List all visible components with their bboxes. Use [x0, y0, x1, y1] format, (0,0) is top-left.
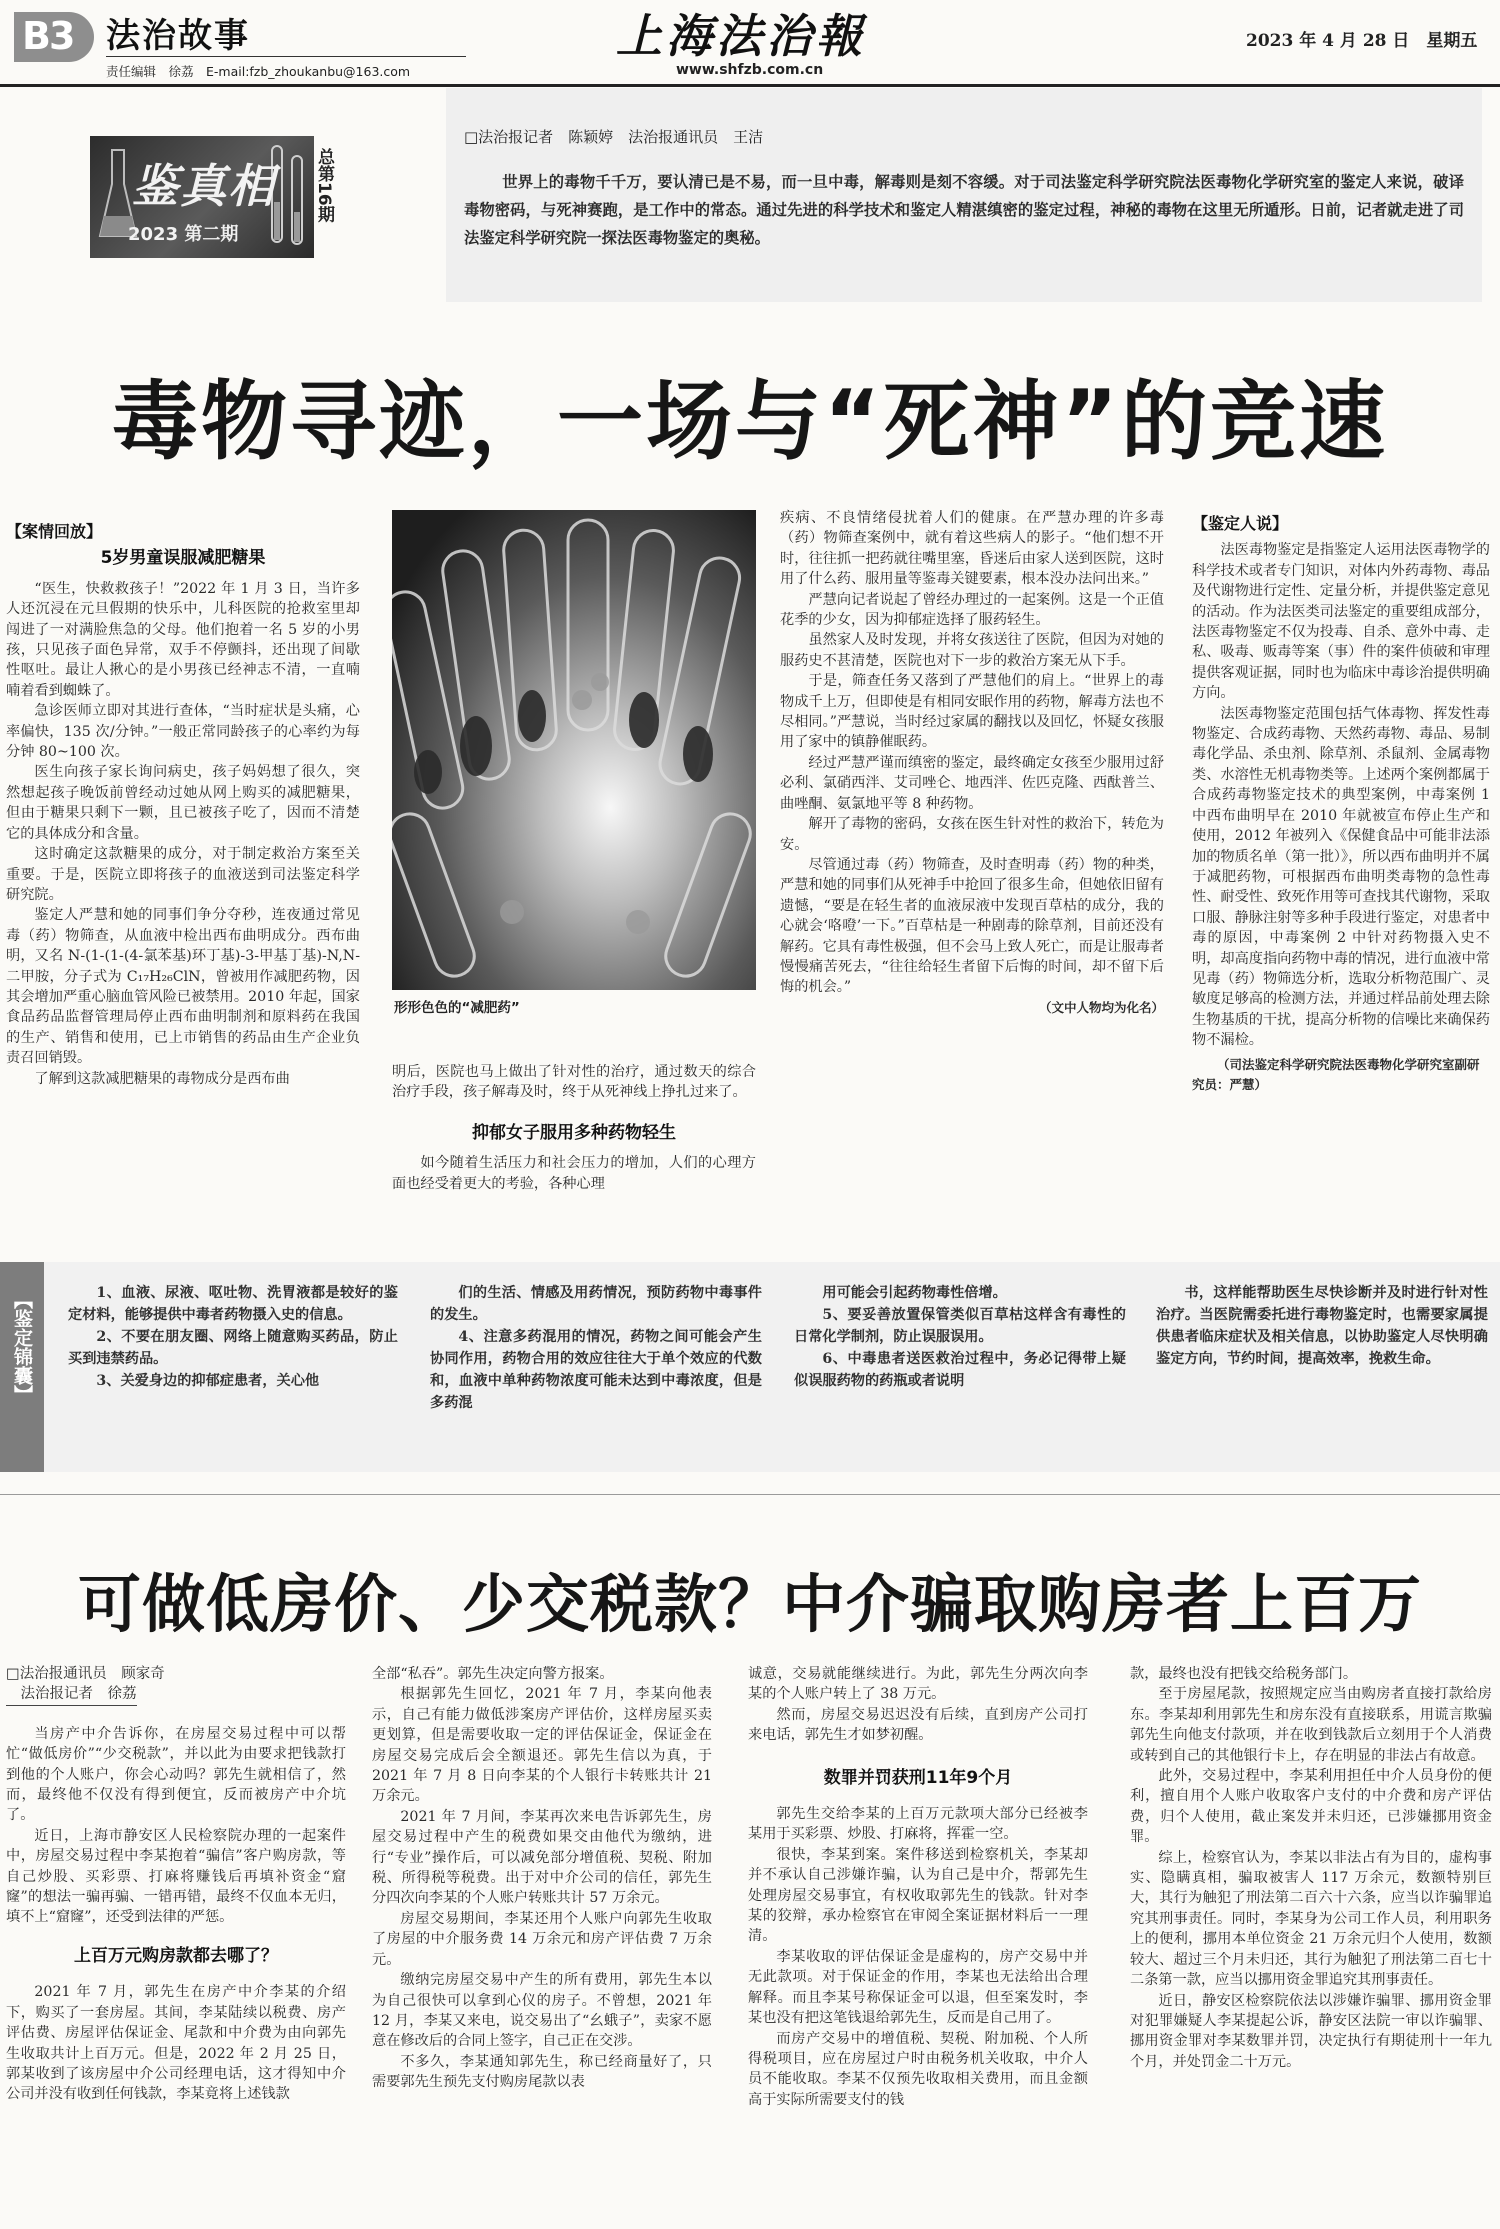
- paragraph: 鉴定人严慧和她的同事们争分夺秒，连夜通过常见毒（药）物筛查，从血液中检出西布曲明成分。西布曲明，又名 N-(1-(1-(4-氯苯基)环丁基)-3-甲基丁基)-N,N-二甲胺，分子式为 C₁₇H₂₆ClN，曾被用作减肥药物，因其会增加严重心脑血管风险已被禁用。2010 年起，国家食品药品监督管理局停止西布曲明制剂和原料药在我国的生产、销售和使用，已上市销售的药品由生产企业负责召回销毁。: [6, 907, 360, 1067]
- column-title: 鉴真相: [132, 159, 276, 213]
- paragraph: 郭先生交给李某的上百万元款项大部分已经被李某用于买彩票、炒股、打麻将，挥霍一空。: [748, 1806, 1088, 1843]
- tip-item: 2、不要在朋友圈、网络上随意购买药品，防止买到违禁药品。: [68, 1329, 398, 1367]
- tips-col1: [68, 1282, 398, 1462]
- tip-item: 1、血液、尿液、呕吐物、洗胃液都是较好的鉴定材料，能够提供中毒者药物摄入史的信息。: [68, 1285, 398, 1323]
- paragraph: 根据郭先生回忆，2021 年 7 月，李某向他表示，自己有能力做低涉案房产评估价，这样房屋买卖更划算，但是需要收取一定的评估保证金，保证金在房屋交易完成后会全额退还。郭先生信以为真，于 2021 年 7 月 8 日向李某的个人银行卡转账共计 21 万余元。: [372, 1686, 712, 1805]
- photo-caption: 形形色色的“减肥药”: [394, 1000, 520, 1016]
- tip-item: 用可能会引起药物毒性倍增。: [822, 1285, 1007, 1301]
- diet-pills-photo: [392, 510, 756, 990]
- story1-col4: [1192, 512, 1490, 1252]
- paragraph: 房屋交易期间，李某还用个人账户向郭先生收取了房屋的中介服务费 14 万余元和房产评估费 7 万余元。: [372, 1910, 712, 1968]
- tips-box: [0, 1262, 1500, 1472]
- tips-col3: [794, 1282, 1126, 1462]
- paragraph: 近日，上海市静安区人民检察院办理的一起案件中，房屋交易过程中李某抱着“骗信”客户购房款，等自己炒股、买彩票、打麻将赚钱后再填补资金“窟窿”的想法一骗再骗、一错再错，最终不仅血本无归，填不上“窟窿”，还受到法律的严惩。: [6, 1827, 346, 1926]
- paragraph: 至于房屋尾款，按照规定应当由购房者直接打款给房东。李某却利用郭先生和房东没有直接联系，用谎言欺骗郭先生向他支付款项，并在收到钱款后立刻用于个人消费或转到自己的其他银行卡上，存在明显的非法占有故意。: [1130, 1686, 1492, 1764]
- paragraph: 严慧向记者说起了曾经办理过的一起案例。这是一个正值花季的少女，因为抑郁症选择了服药轻生。: [780, 591, 1164, 629]
- paragraph: 法医毒物鉴定范围包括气体毒物、挥发性毒物鉴定、合成药毒物、天然药毒物、毒品、易制毒化学品、杀虫剂、除草剂、杀鼠剂、金属毒物类、水溶性无机毒物类等。上述两个案例都属于合成药毒物鉴定技术的典型案例，中毒案例 1 中西布曲明早在 2010 年就被宣布停止生产和使用，2012 年被列入《保健食品中可能非法添加的物质名单（第一批）》，所以西布曲明并不属于减肥药物，可根据西布曲明类毒物的急性毒性、耐受性、致死作用等可查找其代谢物，采取口服、静脉注射等多种手段进行鉴定，对患者中毒的原因，中毒案例 2 中针对药物摄入史不明，却高度指向药物中毒的情况，进行血液中常见毒（药）物筛选分析，选取分析物范围广、灵敏度足够高的检测方法，并通过样品前处理去除生物基质的干扰，提高分析物的信噪比来确保药物不漏检。: [1192, 705, 1490, 1049]
- case1-title: 5岁男童误服减肥糖果: [100, 548, 266, 569]
- paragraph: 诚意，交易就能继续进行。为此，郭先生分两次向李某的个人账户转上了 38 万元。: [748, 1666, 1088, 1703]
- paragraph: 缴纳完房屋交易中产生的所有费用，郭先生本以为自己很快可以拿到心仪的房子。不曾想，2021 年 12 月，李某又来电，说交易出了“幺蛾子”，卖家不愿意在修改后的合同上签字，自己正在交涉。: [372, 1972, 712, 2050]
- paragraph: 综上，检察官认为，李某以非法占有为目的，虚构事实、隐瞒真相，骗取被害人 117 万余元，数额特别巨大，其行为触犯了刑法第二百六十六条，应当以诈骗罪追究其刑事责任。同时，李某身为公司工作人员，利用职务上的便利，挪用本单位资金 21 万余元归个人使用，数额较大、超过三个月未归还，其行为触犯了刑法第二百七十二条第一款，应当以挪用资金罪追究其刑事责任。: [1130, 1849, 1492, 1989]
- paragraph: 很快，李某到案。案件移送到检察机关，李某却并不承认自己涉嫌诈骗，认为自己是中介，帮郭先生处理房屋交易事宜，有权收取郭先生的钱款。针对李某的狡辩，承办检察官在审阅全案证据材料后一一理清。: [748, 1846, 1088, 1945]
- paragraph: 虽然家人及时发现，并将女孩送往了医院，但因为对她的服药史不甚清楚，医院也对下一步的救治方案无从下手。: [780, 632, 1164, 669]
- masthead-rule: [0, 84, 1500, 87]
- paragraph: 法医毒物鉴定是指鉴定人运用法医毒物学的科学技术或者专门知识，对体内外药毒物、毒品及代谢物进行定性、定量分析，并提供鉴定意见的活动。作为法医类司法鉴定的重要组成部分，法医毒物鉴定不仅为投毒、自杀、意外中毒、走私、吸毒、贩毒等案（事）件的案件侦破和审理提供客观证据，同时也为临床中毒诊治提供明确方向。: [1192, 542, 1490, 702]
- tip-item: 6、中毒患者送医救治过程中，务必记得带上疑似误服药物的药瓶或者说明: [794, 1351, 1126, 1389]
- tip-item: 5、要妥善放置保管类似百草枯这样含有毒性的日常化学制剂，防止误服误用。: [794, 1307, 1126, 1345]
- paragraph: 款，最终也没有把钱交给税务部门。: [1130, 1666, 1358, 1682]
- story-divider: [0, 1494, 1500, 1495]
- intro-box: [446, 88, 1482, 302]
- tips-label: 【鉴定锦囊】: [11, 1290, 33, 1404]
- editor-line: [106, 56, 466, 57]
- story2-col4: [1130, 1664, 1492, 2226]
- paragraph: 李某收取的评估保证金是虚构的，房产交易中并无此款项。对于保证金的作用，李某也无法给出合理解释。而且李某号称保证金可以退，但至案发时，李某也没有把这笔钱退给郭先生，反而是自己用了。: [748, 1948, 1088, 2027]
- story1-col1: [6, 520, 360, 1244]
- case-review-label: 【案情回放】: [6, 522, 103, 541]
- expert-label: 【鉴定人说】: [1192, 514, 1289, 533]
- page-number: B3: [22, 14, 74, 58]
- name-note: （文中人物均为化名）: [1038, 999, 1164, 1015]
- paragraph: 这时确定这款糖果的成分，对于制定救治方案至关重要。于是，医院立即将孩子的血液送到司法鉴定科学研究院。: [6, 846, 360, 903]
- story1-col3: [780, 508, 1164, 1250]
- case1-body: [6, 579, 360, 1089]
- paragraph: 解开了毒物的密码，女孩在医生针对性的救治下，转危为安。: [780, 816, 1164, 853]
- column-issue-number: 总第16期: [314, 148, 334, 223]
- story2-col1: [6, 1664, 346, 2226]
- tips-col2: [430, 1282, 762, 1462]
- intro-text: 世界上的毒物千千万，要认清已是不易，而一旦中毒，解毒则是刻不容缓。对于司法鉴定科学研究院法医毒物化学研究室的鉴定人来说，破译毒物密码，与死神赛跑，是工作中的常态。通过先进的科学技术和鉴定人精湛缜密的鉴定过程，神秘的毒物在这里无所遁形。日前，记者就走进了司法鉴定科学研究院一探法医毒物鉴定的奥秘。: [464, 173, 1464, 247]
- tip-item: 4、注意多药混用的情况，药物之间可能会产生协同作用，药物合用的效应往往大于单个效应的代数和，血液中单种药物浓度可能未达到中毒浓度，但是多药混: [430, 1329, 762, 1411]
- story2-byline: □法治报通讯员 顾家奇: [6, 1666, 165, 1682]
- story1-headline: 毒物寻迹，一场与“死神”的竞速: [111, 372, 1389, 472]
- tips-col4: [1156, 1282, 1488, 1462]
- column-badge: [90, 136, 314, 258]
- masthead: [0, 0, 1500, 84]
- story2-col3: [748, 1664, 1088, 2226]
- paragraph: “医生，快救救孩子！”2022 年 1 月 3 日，当许多人还沉浸在元旦假期的快乐中，儿科医院的抢救室里却闯进了一对满脸焦急的父母。他们抱着一名 5 岁的小男孩，只见孩子面色异常，双手不停颤抖，还出现了间歇性呕吐。最让人揪心的是小男孩已经神志不清，一直喃喃着看到蜘蛛了。: [6, 580, 360, 699]
- paragraph: 尽管通过毒（药）物筛查，及时查明毒（药）物的种类，严慧和她的同事们从死神手中抢回了很多生命，但她依旧留有遗憾，“要是在轻生者的血液尿液中发现百草枯的成分，我的心就会‘咯噔’一下。”百草枯是一种剧毒的除草剂，目前还没有解药。它具有毒性极强，但不会马上致人死亡，而是让服毒者慢慢痛苦死去，“往往给轻生者留下后悔的时间，却不留下后悔的机会。”: [780, 856, 1164, 996]
- tip-item: 3、关爱身边的抑郁症患者，关心他: [96, 1373, 320, 1389]
- story2-subhead-2: 数罪并罚获刑11年9个月: [823, 1767, 1013, 1788]
- paragraph: 了解到这款减肥糖果的毒物成分是西布曲: [34, 1070, 290, 1087]
- paragraph: 然而，房屋交易迟迟没有后续，直到房产公司打来电话，郭先生才如梦初醒。: [748, 1706, 1088, 1744]
- tip-item: 书，这样能帮助医生尽快诊断并及时进行针对性治疗。当医院需委托进行毒物鉴定时，也需要家属提供患者临床症状及相关信息，以协助鉴定人尽快明确鉴定方向，节约时间，提高效率，挽救生命。: [1156, 1285, 1488, 1367]
- tip-item: 们的生活、情感及用药情况，预防药物中毒事件的发生。: [430, 1285, 762, 1323]
- paragraph: 经过严慧严谨而缜密的鉴定，最终确定女孩至少服用过舒必利、氯硝西泮、艾司唑仑、地西泮、佐匹克隆、西酞普兰、曲唑酮、氨氯地平等 8 种药物。: [780, 754, 1164, 812]
- paragraph: 医生向孩子家长询问病史，孩子妈妈想了很久，突然想起孩子晚饭前曾经动过她从网上购买的减肥糖果，但由于糖果只剩下一颗，且已被孩子吃了，因而不清楚它的具体成分和含量。: [6, 764, 360, 842]
- issue-date: 2023 年 4 月 28 日 星期五: [1246, 31, 1478, 51]
- newspaper-name: 上海法治報: [616, 9, 866, 63]
- paragraph: 于是，筛查任务又落到了严慧他们的肩上。“世界上的毒物成千上万，但即使是有相同安眠作用的药物，解毒方法也不尽相同。”严慧说，当时经过家属的翻找以及回忆，怀疑女孩服用了家中的镇静催眠药。: [780, 673, 1164, 751]
- paragraph: 不多久，李某通知郭先生，称已经商量好了，只需要郭先生预先支付购房尾款以表: [372, 2053, 712, 2091]
- paragraph: 疾病、不良情绪侵扰着人们的健康。在严慧办理的许多毒（药）物筛查案例中，就有着这些病人的影子。“他们想不开时，往往抓一把药就往嘴里塞，昏迷后由家人送到医院，这时用了什么药、服用量等鉴毒关键要素，根本没办法问出来。”: [780, 510, 1164, 588]
- editor-info: 责任编辑 徐荔 E-mail:fzb_zhoukanbu@163.com: [106, 64, 411, 79]
- paragraph: 全部“私吞”。郭先生决定向警方报案。: [372, 1666, 614, 1682]
- intro-byline: □法治报记者 陈颖婷 法治报通讯员 王洁: [464, 128, 764, 146]
- story2-subhead-1: 上百万元购房款都去哪了？: [74, 1945, 278, 1966]
- paragraph: 如今随着生活压力和社会压力的增加，人们的心理方面也经受着更大的考验，各种心理: [392, 1155, 756, 1192]
- paragraph: 近日，静安区检察院依法以涉嫌诈骗罪、挪用资金罪对犯罪嫌疑人李某提起公诉，静安区法院一审以诈骗罪、挪用资金罪对李某数罪并罚，决定执行有期徒刑十一年九个月，并处罚金二十万元。: [1130, 1992, 1492, 2070]
- paragraph: 2021 年 7 月，郭先生在房产中介李某的介绍下，购买了一套房屋。其间，李某陆续以税费、房产评估费、房屋评估保证金、尾款和中介费为由向郭先生收取共计上百万元。但是，2022 年 2 月 25 日，郭某收到了该房屋中介公司经理电话，这才得知中介公司并没有收到任何钱款，李某竟将上述钱款: [6, 1984, 346, 2103]
- paragraph: 当房产中介告诉你，在房屋交易过程中可以帮忙“做低房价”“少交税款”，并以此为由要求把钱款打到他的个人账户，你会心动吗？郭先生就相信了，然而，最终他不仅没有得到便宜，反而被房产中介坑了。: [6, 1725, 346, 1824]
- story2-headline: 可做低房价、少交税款？中介骗取购房者上百万: [78, 1568, 1422, 1641]
- paragraph: 此外，交易过程中，李某利用担任中介人员身份的便利，擅自用个人账户收取客户支付的中介费和房产评估费，归个人使用，截止案发并未归还，已涉嫌挪用资金罪。: [1130, 1768, 1492, 1846]
- case2-title: 抑郁女子服用多种药物轻生: [472, 1122, 676, 1143]
- expert-credit: （司法鉴定科学研究院法医毒物化学研究室副研究员：严慧）: [1192, 1056, 1480, 1092]
- story2-col2: [372, 1664, 712, 2226]
- story1-col2: [392, 1062, 756, 1246]
- paragraph: 明后，医院也马上做出了针对性的治疗，通过数天的综合治疗手段，孩子解毒及时，终于从死神线上挣扎过来了。: [392, 1064, 756, 1101]
- website: www.shfzb.com.cn: [676, 62, 824, 78]
- paragraph: 急诊医师立即对其进行查体，“当时症状是头痛，心率偏快，135 次/分钟。”一般正常同龄孩子的心率约为每分钟 80~100 次。: [6, 703, 360, 761]
- paragraph: 而房产交易中的增值税、契税、附加税、个人所得税项目，应在房屋过户时由税务机关收取，中介人员不能收取。李某不仅预先收取相关费用，而且金额高于实际所需要支付的钱: [748, 2030, 1088, 2108]
- column-year: 2023 第二期: [128, 224, 239, 245]
- story2-byline: 法治报记者 徐荔: [6, 1684, 137, 1705]
- test-tubes-image: [392, 510, 756, 990]
- paragraph: 2021 年 7 月间，李某再次来电告诉郭先生，房屋交易过程中产生的税费如果交由他代为缴纳，进行“专业”操作后，可以减免部分增值税、契税、附加税、所得税等税费。出于对中介公司的信任，郭先生分四次向李某的个人账户转账共计 57 万余元。: [372, 1808, 712, 1907]
- section-title: 法治故事: [106, 16, 250, 56]
